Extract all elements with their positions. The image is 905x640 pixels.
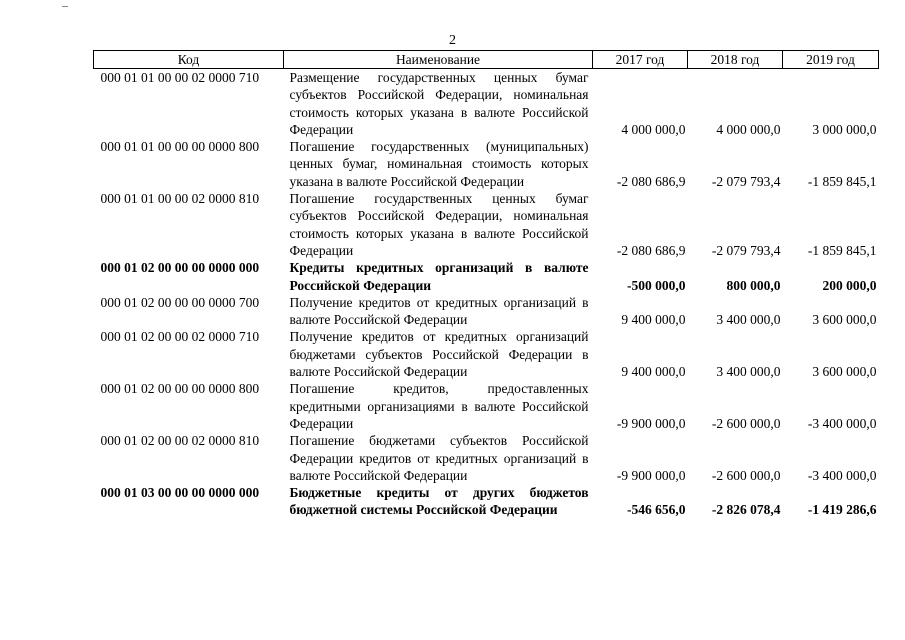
row-name: Погашение кредитов, предоставленных кредитными организациями в валюте Российской Федерации: [289, 381, 589, 431]
table-row: [94, 138, 879, 190]
table-row: [94, 432, 879, 484]
table-header: [94, 51, 879, 69]
row-name: Погашение бюджетами субъектов Российской Федерации кредитов от кредитных организаций в валюте Российской Федерации: [289, 433, 589, 483]
header-code: Код: [94, 51, 284, 69]
row-code: 000 01 03 00 00 00 0000 000: [100, 485, 260, 501]
table-body: [94, 69, 879, 519]
table-row: [94, 328, 879, 380]
page-number: 2: [449, 33, 456, 48]
row-value-2017: 9 400 000,0: [621, 364, 686, 380]
row-code: 000 01 01 00 00 00 0000 800: [100, 139, 260, 155]
row-value-2019: 3 000 000,0: [812, 121, 877, 137]
header-row: [94, 51, 879, 69]
row-value-2018: 3 400 000,0: [716, 364, 781, 380]
header-2018: 2018 год: [688, 51, 783, 69]
header-2017: 2017 год: [593, 51, 688, 69]
row-value-2017: -2 080 686,9: [616, 242, 686, 258]
row-name: Погашение государственных ценных бумаг субъектов Российской Федерации, номинальная стоимость которых указана в валюте Российской Федерации: [289, 191, 589, 258]
row-value-2019: 200 000,0: [822, 277, 877, 293]
row-value-2017: 9 400 000,0: [621, 312, 686, 328]
row-value-2017: -500 000,0: [627, 277, 686, 293]
row-value-2019: 3 600 000,0: [812, 312, 877, 328]
row-name: Получение кредитов от кредитных организаций в валюте Российской Федерации: [289, 294, 589, 328]
row-value-2019: -1 859 845,1: [807, 242, 877, 258]
table-row-section: [94, 484, 879, 519]
row-value-2017: -2 080 686,9: [616, 173, 686, 189]
header-name: Наименование: [284, 51, 593, 69]
table-row: [94, 190, 879, 259]
row-value-2018: -2 826 078,4: [711, 502, 781, 518]
row-value-2018: -2 079 793,4: [711, 242, 781, 258]
row-code: 000 01 02 00 00 02 0000 810: [100, 433, 260, 449]
row-value-2017: -9 900 000,0: [616, 415, 686, 431]
row-value-2019: -1 419 286,6: [807, 502, 877, 518]
table-row-section: [94, 259, 879, 294]
table-row: [94, 294, 879, 329]
row-value-2018: 800 000,0: [726, 277, 781, 293]
row-value-2018: 3 400 000,0: [716, 312, 781, 328]
row-code: 000 01 02 00 00 00 0000 000: [100, 260, 260, 276]
row-name: Погашение государственных (муниципальных) ценных бумаг, номинальная стоимость которых указана в валюте Российской Федерации: [289, 139, 589, 189]
row-name: Кредиты кредитных организаций в валюте Российской Федерации: [289, 260, 589, 293]
row-name: Размещение государственных ценных бумаг субъектов Российской Федерации, номинальная стоимость которых указана в валюте Российской Федерации: [289, 70, 589, 137]
table-row: [94, 69, 879, 139]
row-code: 000 01 02 00 00 02 0000 710: [100, 329, 260, 345]
scan-artifact: [62, 6, 68, 7]
row-value-2017: -546 656,0: [627, 502, 686, 518]
row-value-2018: -2 600 000,0: [711, 415, 781, 431]
row-code: 000 01 02 00 00 00 0000 800: [100, 381, 260, 397]
row-value-2018: -2 079 793,4: [711, 173, 781, 189]
row-value-2017: 4 000 000,0: [621, 121, 686, 137]
row-value-2019: 3 600 000,0: [812, 364, 877, 380]
row-code: 000 01 01 00 00 02 0000 710: [100, 70, 260, 85]
row-name: Получение кредитов от кредитных организаций бюджетами субъектов Российской Федерации в валюте Российской Федерации: [289, 329, 589, 380]
budget-sources-table: [93, 50, 879, 519]
row-code: 000 01 02 00 00 00 0000 700: [100, 294, 260, 310]
row-value-2019: -3 400 000,0: [807, 467, 877, 483]
row-value-2018: -2 600 000,0: [711, 467, 781, 483]
row-value-2019: -3 400 000,0: [807, 415, 877, 431]
row-name: Бюджетные кредиты от других бюджетов бюджетной системы Российской Федерации: [289, 485, 589, 518]
row-value-2018: 4 000 000,0: [716, 121, 781, 137]
table-row: [94, 380, 879, 432]
row-value-2019: -1 859 845,1: [807, 173, 877, 189]
header-2019: 2019 год: [783, 51, 879, 69]
row-value-2017: -9 900 000,0: [616, 467, 686, 483]
row-code: 000 01 01 00 00 02 0000 810: [100, 191, 260, 207]
